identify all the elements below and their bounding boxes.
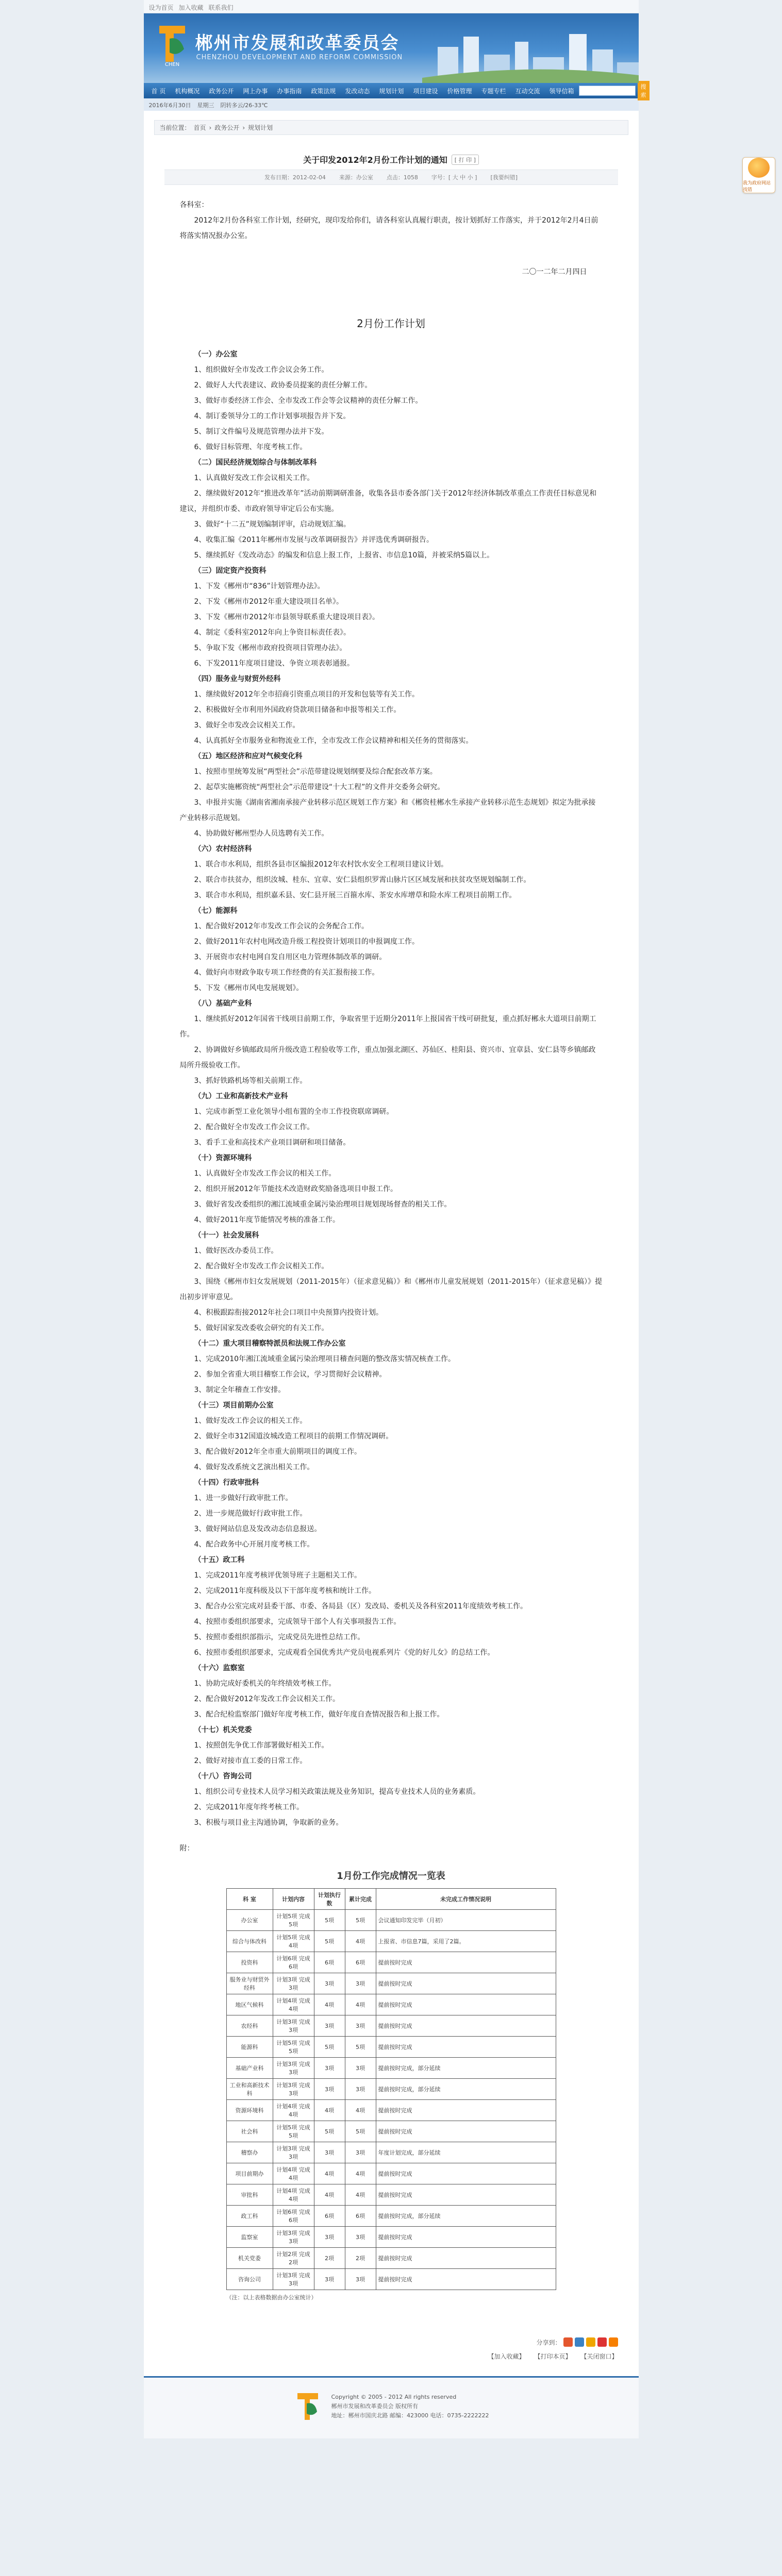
plan-item: 6、下发2011年度项目建设、争资立项表彰通报。 bbox=[194, 659, 355, 668]
table-cell: 3项 bbox=[314, 2227, 345, 2248]
plan-item: 4、积极跟踪衔接2012年社会口项目中央预算内投资计划。 bbox=[194, 1309, 384, 1317]
attachment-label: 附： bbox=[179, 1844, 194, 1853]
sign-date: 二〇一二年二月四日 bbox=[522, 268, 587, 276]
share-bar bbox=[144, 2317, 639, 2352]
table-cell: 6项 bbox=[314, 2206, 345, 2227]
table-cell: 资源环境科 bbox=[226, 2100, 273, 2121]
col-header: 计划执行数 bbox=[314, 1889, 345, 1910]
plan-item: 1、继续做好2012年全市招商引资重点项目的开发和包装等有关工作。 bbox=[194, 690, 420, 699]
plan-item: 1、按照市里统筹发展“两型社会”示范带建设规划纲要及综合配套改革方案。 bbox=[194, 768, 437, 776]
plan-item: 1、组织做好全市发改工作会议会务工作。 bbox=[194, 366, 329, 374]
plan-item: 2、组织开展2012年节能技术改造财政奖励备选项目申报工作。 bbox=[194, 1185, 398, 1193]
plan-item: 4、按照市委组织部要求，完成领导干部个人有关事项报告工作。 bbox=[194, 1618, 401, 1626]
article-title-row bbox=[164, 144, 618, 170]
table-row bbox=[226, 2163, 556, 2184]
table-cell: 计划3项 完成3项 bbox=[273, 2227, 314, 2248]
table-cell: 提前按时完成 bbox=[376, 2163, 556, 2184]
breadcrumb-home[interactable]: 首页 bbox=[193, 124, 206, 131]
plan-item: 2、完成2011年度年终考核工作。 bbox=[194, 1803, 304, 1811]
plan-item: 2、做好人大代表建议、政协委员提案的责任分解工作。 bbox=[194, 381, 372, 389]
table-cell: 审批科 bbox=[226, 2184, 273, 2206]
table-cell: 3项 bbox=[314, 2079, 345, 2100]
plan-item: 4、配合政务中心开展月度考核工作。 bbox=[194, 1540, 314, 1549]
page-actions bbox=[144, 2352, 639, 2376]
table-cell: 监察室 bbox=[226, 2227, 273, 2248]
col-header: 计划内容 bbox=[273, 1889, 314, 1910]
plan-item: 1、完成2010年湘江流域重金属污染治理项目稽查问题的整改落实情况核查工作。 bbox=[194, 1355, 456, 1363]
summary-table-body bbox=[226, 1910, 556, 2290]
nav-guide[interactable]: 办事指南 bbox=[277, 87, 302, 95]
table-cell: 5项 bbox=[314, 2121, 345, 2142]
plan-item: 2、起草实施郴资统“两型社会”示范带建设“十大工程”的文件并交委务会研究。 bbox=[194, 783, 445, 791]
summary-table-title: 1月份工作完成情况一览表 bbox=[337, 1871, 445, 1882]
plan-section-heading: （六）农村经济科 bbox=[194, 845, 252, 853]
table-cell: 计划4项 完成4项 bbox=[273, 1994, 314, 2015]
article-content bbox=[144, 139, 639, 2317]
table-row bbox=[226, 1931, 556, 1952]
share-more-icon[interactable] bbox=[609, 2337, 618, 2347]
nav-planning[interactable]: 规划计划 bbox=[379, 87, 404, 95]
table-cell: 3项 bbox=[345, 2142, 376, 2163]
plan-item: 3、做好市委经济工作会、全市发改工作会等会议精神的责任分解工作。 bbox=[194, 397, 423, 405]
error-report-icon bbox=[748, 158, 770, 178]
plan-item: 5、争取下发《郴州市政府投资项目管理办法》。 bbox=[194, 644, 347, 652]
main-nav bbox=[144, 83, 646, 98]
logo-text: CHEN bbox=[164, 62, 179, 67]
table-cell: 4项 bbox=[314, 2163, 345, 2184]
breadcrumb: 当前位置： 首页 › 政务公开 › 规划计划 bbox=[154, 120, 628, 135]
table-row bbox=[226, 1994, 556, 2015]
plan-item: 3、做好全市发改会议相关工作。 bbox=[194, 721, 300, 730]
table-cell: 3项 bbox=[314, 2015, 345, 2037]
table-cell: 计划3项 完成3项 bbox=[273, 2269, 314, 2290]
table-cell: 计划4项 完成4项 bbox=[273, 2184, 314, 2206]
page bbox=[144, 0, 646, 2438]
plan-item: 3、下发《郴州市2012年市县领导联系重大建设项目表》。 bbox=[194, 613, 380, 621]
plan-item: 1、完成2011年度考核评优领导班子主题相关工作。 bbox=[194, 1571, 362, 1580]
breadcrumb-row bbox=[144, 111, 639, 139]
plan-section-heading: （三）固定资产投资科 bbox=[194, 567, 267, 575]
plan-item: 4、制订委领导分工的工作计划事项报告并下发。 bbox=[194, 412, 351, 420]
table-row bbox=[226, 2142, 556, 2163]
plan-item: 3、看手工业和高技术产业项目调研和项目储备。 bbox=[194, 1139, 351, 1147]
table-cell: 项目前期办 bbox=[226, 2163, 273, 2184]
table-cell: 计划5项 完成5项 bbox=[273, 1910, 314, 1931]
table-cell: 5项 bbox=[345, 2121, 376, 2142]
table-cell: 服务业与财贸外经科 bbox=[226, 1973, 273, 1994]
table-row bbox=[226, 2269, 556, 2290]
plan-item: 5、做好国家发改委收会研究的有关工作。 bbox=[194, 1324, 329, 1332]
meta-source: 来源：办公室 bbox=[339, 174, 373, 181]
nav-projects[interactable]: 项目建设 bbox=[413, 87, 438, 95]
plan-item: 3、围绕《郴州市妇女发展规划（2011-2015年）（征求意见稿）》和《郴州市儿童发展规划（2011-2015年）（征求意见稿）》提出初步评审意见。 bbox=[179, 1278, 603, 1301]
site-name-english: CHENZHOU DEVELOPMENT AND REFORM COMMISSION bbox=[196, 54, 403, 61]
plan-item: 1、协助完成好委机关的年终绩效考核工作。 bbox=[194, 1680, 336, 1688]
table-cell: 社会科 bbox=[226, 2121, 273, 2142]
table-cell: 6项 bbox=[314, 1952, 345, 1973]
plan-item: 5、按照市委组织部指示，完成党员先进性总结工作。 bbox=[194, 1633, 365, 1641]
plan-item: 3、制定全年稽查工作安排。 bbox=[194, 1386, 286, 1394]
table-cell: 4项 bbox=[345, 1994, 376, 2015]
table-cell: 4项 bbox=[314, 2184, 345, 2206]
table-cell: 2项 bbox=[314, 2248, 345, 2269]
table-cell: 提前按时完成 bbox=[376, 1994, 556, 2015]
footer-text bbox=[331, 2393, 489, 2420]
plan-section-heading: （九）工业和高新技术产业科 bbox=[194, 1092, 288, 1100]
plan-item: 2、做好对接市直工委的日常工作。 bbox=[194, 1757, 307, 1765]
plan-item: 3、抓好铁路机场等相关前期工作。 bbox=[194, 1077, 307, 1085]
breadcrumb-gov-info[interactable]: 政务公开 bbox=[214, 124, 240, 131]
plan-item: 4、做好发改系统文艺演出相关工作。 bbox=[194, 1463, 314, 1471]
meta-views: 点击：1058 bbox=[386, 174, 418, 181]
table-row bbox=[226, 2100, 556, 2121]
plan-section-heading: （一）办公室 bbox=[194, 350, 238, 359]
plan-item: 2、参加全省重大项目稽察工作会议，学习贯彻好会议精神。 bbox=[194, 1370, 387, 1379]
plan-section-heading: （十）资源环境科 bbox=[194, 1154, 252, 1162]
table-cell: 提前按时完成 bbox=[376, 2100, 556, 2121]
plan-item: 2、积极做好全市利用外国政府贷款项目储备和申报等相关工作。 bbox=[194, 706, 401, 714]
share-weibo-icon[interactable] bbox=[563, 2337, 573, 2347]
table-cell: 提前按时完成，部分延续 bbox=[376, 2206, 556, 2227]
table-row bbox=[226, 2248, 556, 2269]
table-cell: 会议通知印发完毕（月初） bbox=[376, 1910, 556, 1931]
table-cell: 提前按时完成 bbox=[376, 1952, 556, 1973]
share-qzone-icon[interactable] bbox=[586, 2337, 595, 2347]
plan-item: 4、收集汇编《2011年郴州市发展与改革调研报告》并评选优秀调研报告。 bbox=[194, 536, 434, 544]
plan-item: 1、下发《郴州市“836”计划管理办法》。 bbox=[194, 582, 325, 590]
table-row bbox=[226, 2058, 556, 2079]
plan-item: 6、按照市委组织部要求，完成观看全国优秀共产党员电视系列片《党的好儿女》的总结工作。 bbox=[194, 1649, 495, 1657]
table-cell: 计划5项 完成5项 bbox=[273, 2037, 314, 2058]
plan-section-heading: （十七）机关党委 bbox=[194, 1726, 252, 1734]
table-cell: 农经科 bbox=[226, 2015, 273, 2037]
site-logo-icon[interactable] bbox=[154, 21, 190, 67]
nav-special[interactable]: 专题专栏 bbox=[481, 87, 506, 95]
city-skyline-illustration bbox=[422, 26, 639, 83]
table-cell: 3项 bbox=[345, 1973, 376, 1994]
breadcrumb-planning[interactable]: 规划计划 bbox=[248, 124, 273, 131]
nav-about[interactable]: 机构概况 bbox=[175, 87, 200, 95]
salutation: 各科室： bbox=[179, 201, 209, 209]
close-window-button[interactable]: 【关闭窗口】 bbox=[580, 2353, 618, 2360]
table-cell: 计划3项 完成3项 bbox=[273, 2015, 314, 2037]
table-row bbox=[226, 2184, 556, 2206]
intro-paragraph: 2012年2月份各科室工作计划，经研究，现印发给你们，请各科室认真履行职责，按计划抓好工作落实，并于2012年2月4日前将落实情况报办公室。 bbox=[179, 216, 598, 240]
table-cell: 2项 bbox=[345, 2248, 376, 2269]
set-homepage-link[interactable]: 设为首页 bbox=[148, 4, 174, 11]
table-cell: 5项 bbox=[314, 1910, 345, 1931]
nav-home[interactable]: 首 页 bbox=[151, 87, 166, 95]
nav-policy[interactable]: 政策法规 bbox=[311, 87, 336, 95]
contact-us-link[interactable]: 联系我们 bbox=[208, 4, 234, 11]
site-banner bbox=[144, 13, 639, 83]
table-cell: 年度计划完成，部分延续 bbox=[376, 2142, 556, 2163]
col-header: 未完成工作情况说明 bbox=[376, 1889, 556, 1910]
current-date: 2016年6月30日 bbox=[148, 102, 191, 109]
table-cell: 3项 bbox=[345, 2227, 376, 2248]
table-cell: 5项 bbox=[314, 1931, 345, 1952]
table-cell: 4项 bbox=[345, 1931, 376, 1952]
nav-news[interactable]: 发改动态 bbox=[345, 87, 370, 95]
table-cell: 提前按时完成 bbox=[376, 2037, 556, 2058]
table-cell: 能源科 bbox=[226, 2037, 273, 2058]
plan-item: 1、认真做好全市发改工作会议的相关工作。 bbox=[194, 1170, 336, 1178]
plan-section-heading: （七）能源科 bbox=[194, 907, 238, 915]
plan-section-heading: （十八）咨询公司 bbox=[194, 1772, 252, 1781]
footer-copyright: Copyright © 2005 - 2012 All rights reserved bbox=[331, 2394, 457, 2400]
site-search bbox=[579, 81, 650, 100]
plan-item: 3、积极与项目业主沟通协调，争取新的业务。 bbox=[194, 1819, 343, 1827]
table-cell: 提前按时完成，部分延续 bbox=[376, 2058, 556, 2079]
table-cell: 4项 bbox=[345, 2100, 376, 2121]
table-cell: 4项 bbox=[314, 1994, 345, 2015]
weather-info: 阴转多云/26-33℃ bbox=[220, 102, 268, 109]
plan-item: 5、下发《郴州市风电发展规划》。 bbox=[194, 984, 304, 992]
plan-section-heading: （十四）行政审批科 bbox=[194, 1479, 259, 1487]
table-cell: 3项 bbox=[314, 2058, 345, 2079]
plan-item: 1、认真做好发改工作会议相关工作。 bbox=[194, 474, 314, 482]
table-cell: 计划2项 完成2项 bbox=[273, 2248, 314, 2269]
meta-font-size[interactable]: 字号：[ 大 中 小 ] bbox=[431, 174, 477, 181]
table-cell: 综合与体改科 bbox=[226, 1931, 273, 1952]
plan-item: 3、做好省发改委组织的湘江流域重金属污染治理项目规划现场督查的相关工作。 bbox=[194, 1200, 452, 1209]
table-cell: 稽察办 bbox=[226, 2142, 273, 2163]
plan-item: 4、认真抓好全市服务业和物流业工作，全市发改工作会议精神和相关任务的贯彻落实。 bbox=[194, 737, 473, 745]
table-cell: 计划4项 完成4项 bbox=[273, 2100, 314, 2121]
plan-item: 5、继续抓好《发改动态》的编发和信息上报工作，上报省、市信息10篇，并被采纳5篇以上。 bbox=[194, 551, 494, 560]
table-row bbox=[226, 2015, 556, 2037]
plan-item: 4、做好向市财政争取专项工作经费的有关汇报衔接工作。 bbox=[194, 969, 379, 977]
plan-item: 2、做好2011年农村电网改造升级工程投资计划项目的申报调度工作。 bbox=[194, 938, 420, 946]
plan-item: 3、配合纪检监察部门做好年度考核工作，做好年度自查情况报告和上报工作。 bbox=[194, 1710, 444, 1719]
table-cell: 提前按时完成 bbox=[376, 2248, 556, 2269]
current-weekday: 星期三 bbox=[197, 102, 214, 109]
plan-item: 2、进一步规范做好行政审批工作。 bbox=[194, 1510, 307, 1518]
table-cell: 提前按时完成 bbox=[376, 2015, 556, 2037]
nav-interaction[interactable]: 互动交流 bbox=[515, 87, 540, 95]
table-row bbox=[226, 2121, 556, 2142]
table-cell: 6项 bbox=[345, 2206, 376, 2227]
col-header: 科 室 bbox=[226, 1889, 273, 1910]
table-cell: 3项 bbox=[345, 2079, 376, 2100]
share-label: 分享到： bbox=[536, 2338, 561, 2346]
plan-item: 3、联合市水利局，组织嘉禾县、安仁县开展三百箍水库、茶安水库增草和险水库工程项目前期工作。 bbox=[194, 891, 517, 900]
plan-item: 1、进一步做好行政审批工作。 bbox=[194, 1494, 293, 1502]
table-cell: 工业和高新技术科 bbox=[226, 2079, 273, 2100]
search-button[interactable]: 搜 索 bbox=[638, 81, 650, 100]
table-cell: 计划5项 完成5项 bbox=[273, 2121, 314, 2142]
table-cell: 提前按时完成 bbox=[376, 2121, 556, 2142]
plan-item: 1、做好发改工作会议的相关工作。 bbox=[194, 1417, 307, 1425]
plan-item: 4、制定《委科室2012年向上争资目标责任表》。 bbox=[194, 629, 351, 637]
meta-date: 发布日期：2012-02-04 bbox=[264, 174, 326, 181]
table-row bbox=[226, 2227, 556, 2248]
table-cell: 提前按时完成 bbox=[376, 2269, 556, 2290]
search-input[interactable] bbox=[579, 86, 636, 96]
plan-item: 1、联合市水利局，组织各县市区编报2012年农村饮水安全工程项目建议计划。 bbox=[194, 860, 448, 869]
nav-mailbox[interactable]: 领导信箱 bbox=[549, 87, 574, 95]
plan-item: 3、配合办公室完成对县委干部、市委、各局县（区）发改局、委机关及各科室2011年度绩效考核工作。 bbox=[194, 1602, 528, 1611]
table-cell: 提前按时完成，部分延续 bbox=[376, 2079, 556, 2100]
plan-item: 2、完成2011年度科级及以下干部年度考核和统计工作。 bbox=[194, 1587, 376, 1595]
plan-item: 2、配合做好2012年发改工作会议相关工作。 bbox=[194, 1695, 340, 1703]
table-cell: 提前按时完成 bbox=[376, 2227, 556, 2248]
table-cell: 4项 bbox=[314, 2100, 345, 2121]
table-row bbox=[226, 1952, 556, 1973]
plan-item: 6、做好目标管理、年度考核工作。 bbox=[194, 443, 307, 451]
top-links-bar bbox=[144, 0, 639, 13]
error-report-label: 我为政府网站找错 bbox=[743, 181, 771, 193]
plan-item: 4、做好2011年度节能情况考核的准备工作。 bbox=[194, 1216, 340, 1224]
plan-item: 3、做好网站信息及发改动态信息报送。 bbox=[194, 1525, 322, 1533]
table-cell: 计划3项 完成3项 bbox=[273, 2142, 314, 2163]
table-cell: 计划3项 完成3项 bbox=[273, 2079, 314, 2100]
plan-item: 1、做好医改办委员工作。 bbox=[194, 1247, 278, 1255]
nav-price[interactable]: 价格管理 bbox=[447, 87, 472, 95]
table-cell: 4项 bbox=[345, 2163, 376, 2184]
table-cell: 6项 bbox=[345, 1952, 376, 1973]
site-footer bbox=[144, 2376, 639, 2438]
plan-item: 3、做好“十二五”规划编制评审，启动规划汇编。 bbox=[194, 520, 351, 529]
plan-section-heading: （八）基础产业科 bbox=[194, 999, 252, 1008]
date-weather-bar bbox=[144, 98, 639, 111]
plan-item: 2、做好全市312国道汝城改造工程项目的前期工作情况调研。 bbox=[194, 1432, 393, 1440]
table-row bbox=[226, 2037, 556, 2058]
table-cell: 3项 bbox=[314, 1973, 345, 1994]
article-title: 关于印发2012年2月份工作计划的通知 bbox=[303, 155, 447, 165]
plan-section-heading: （二）国民经济规划综合与体制改革科 bbox=[194, 459, 317, 467]
nav-online-service[interactable]: 网上办事 bbox=[243, 87, 268, 95]
table-cell: 计划3项 完成3项 bbox=[273, 2058, 314, 2079]
summary-table bbox=[226, 1888, 556, 2290]
plan-item: 2、继续做好2012年“推进改革年”活动前期调研准备，收集各县市委各部门关于2012年经济体制改革重点工作责任目标意见和建议，并组织市委、市政府领导审定后公布实施。 bbox=[179, 489, 597, 513]
article-meta bbox=[164, 170, 618, 185]
table-cell: 地区气候科 bbox=[226, 1994, 273, 2015]
table-cell: 基础产业科 bbox=[226, 2058, 273, 2079]
table-cell: 计划6项 完成6项 bbox=[273, 1952, 314, 1973]
meta-report-error[interactable]: [我要纠错] bbox=[490, 174, 518, 181]
table-cell: 计划4项 完成4项 bbox=[273, 2163, 314, 2184]
table-row bbox=[226, 2079, 556, 2100]
plan-item: 5、制订文件编号及规范管理办法并下发。 bbox=[194, 428, 329, 436]
table-row bbox=[226, 1910, 556, 1931]
table-cell: 3项 bbox=[314, 2142, 345, 2163]
article-body bbox=[164, 185, 618, 1856]
table-cell: 3项 bbox=[345, 2015, 376, 2037]
plan-section-heading: （四）服务业与财贸外经科 bbox=[194, 675, 281, 683]
table-row bbox=[226, 1973, 556, 1994]
col-header: 累计完成 bbox=[345, 1889, 376, 1910]
footer-owner: 郴州市发展和改革委员会 版权所有 bbox=[331, 2403, 419, 2410]
table-cell: 咨询公司 bbox=[226, 2269, 273, 2290]
plan-section-heading: （十一）社会发展科 bbox=[194, 1231, 259, 1240]
plan-item: 4、协助做好郴州型办人员选聘有关工作。 bbox=[194, 829, 329, 838]
plan-item: 1、按照创先争优工作部署做好相关工作。 bbox=[194, 1741, 329, 1750]
footer-logo-icon bbox=[293, 2390, 322, 2423]
plan-item: 2、下发《郴州市2012年重大建设项目名单》。 bbox=[194, 598, 344, 606]
plan-item: 3、配合做好2012年全市重大前期项目的调度工作。 bbox=[194, 1448, 362, 1456]
plan-item: 1、组织公司专业技术人员学习相关政策法规及业务知识，提高专业技术人员的业务素质。 bbox=[194, 1788, 480, 1796]
site-name: 郴州市发展和改革委员会 bbox=[195, 33, 400, 54]
plan-item: 1、配合做好2012年市发改工作会议的会务配合工作。 bbox=[194, 922, 369, 930]
table-cell: 5项 bbox=[314, 2037, 345, 2058]
summary-table-header bbox=[226, 1889, 556, 1910]
add-favorite-button[interactable]: 【加入收藏】 bbox=[488, 2353, 525, 2360]
table-cell: 4项 bbox=[345, 2184, 376, 2206]
plan-item: 2、联合市扶贫办，组织汝城、桂东、宜章、安仁县组织罗霄山脉片区区域发展和扶贫攻坚规划编制工作。 bbox=[194, 876, 531, 884]
table-cell: 提前按时完成 bbox=[376, 1973, 556, 1994]
table-cell: 5项 bbox=[345, 1910, 376, 1931]
plan-section-heading: （五）地区经济和应对气候变化科 bbox=[194, 752, 303, 760]
plan-sections bbox=[180, 347, 603, 1831]
plan-item: 2、配合做好全市发改工作会议工作。 bbox=[194, 1123, 314, 1131]
plan-item: 2、协调做好乡镇邮政局所升级改造工程验收等工作，重点加强北湖区、苏仙区、桂阳县、资兴市、宜章县、安仁县等乡镇邮政局所升级验收工作。 bbox=[179, 1046, 596, 1070]
plan-section-heading: （十五）政工科 bbox=[194, 1556, 245, 1564]
table-cell: 计划6项 完成6项 bbox=[273, 2206, 314, 2227]
breadcrumb-label: 当前位置： bbox=[159, 124, 191, 131]
plan-item: 1、继续抓好2012年国省干线项目前期工作，争取省里于近期分2011年上报国省干线可研批复，重点抓好郴永大道项目前期工作。 bbox=[179, 1015, 596, 1039]
table-cell: 计划5项 完成4项 bbox=[273, 1931, 314, 1952]
add-favorite-link[interactable]: 加入收藏 bbox=[178, 4, 204, 11]
table-cell: 3项 bbox=[314, 2269, 345, 2290]
plan-item: 3、申报并实施《湖南省湘南承接产业转移示范区规划工作方案》和《郴资桂郴水生承接产业转移示范生态规划》拟定为批承接产业转移示范规划。 bbox=[179, 799, 596, 822]
table-cell: 计划3项 完成3项 bbox=[273, 1973, 314, 1994]
table-cell: 投资科 bbox=[226, 1952, 273, 1973]
share-group bbox=[536, 2337, 618, 2347]
print-badge[interactable]: [ 打 印 ] bbox=[452, 155, 479, 165]
plan-title: 2月份工作计划 bbox=[357, 317, 425, 330]
table-cell: 政工科 bbox=[226, 2206, 273, 2227]
plan-item: 3、开展资市农村电网自发自用区电力管理体制改革的调研。 bbox=[194, 953, 387, 961]
table-cell: 提前按时完成 bbox=[376, 2184, 556, 2206]
plan-section-heading: （十三）项目前期办公室 bbox=[194, 1401, 274, 1410]
table-cell: 5项 bbox=[345, 2037, 376, 2058]
summary-note: （注：以上表格数据由办公室统计） bbox=[226, 2294, 317, 2301]
table-cell: 3项 bbox=[345, 2058, 376, 2079]
error-report-float-badge[interactable] bbox=[742, 157, 775, 193]
table-cell: 上报省、市信息7篇，采用了2篇。 bbox=[376, 1931, 556, 1952]
share-qq-icon[interactable] bbox=[575, 2337, 584, 2347]
plan-item: 2、配合做好全市发改工作会议相关工作。 bbox=[194, 1262, 329, 1270]
footer-address: 地址：郴州市国庆北路 邮编：423000 电话：0735-2222222 bbox=[331, 2412, 489, 2419]
table-cell: 3项 bbox=[345, 2269, 376, 2290]
plan-item: 1、完成市新型工业化领导小组布置的全市工作投资联席调研。 bbox=[194, 1108, 394, 1116]
plan-section-heading: （十二）重大项目稽察特派员和法规工作办公室 bbox=[194, 1340, 346, 1348]
print-page-button[interactable]: 【打印本页】 bbox=[534, 2353, 572, 2360]
table-cell: 办公室 bbox=[226, 1910, 273, 1931]
nav-gov-info[interactable]: 政务公开 bbox=[209, 87, 234, 95]
table-row bbox=[226, 2206, 556, 2227]
plan-section-heading: （十六）监察室 bbox=[194, 1664, 245, 1672]
table-cell: 机关党委 bbox=[226, 2248, 273, 2269]
share-renren-icon[interactable] bbox=[597, 2337, 607, 2347]
